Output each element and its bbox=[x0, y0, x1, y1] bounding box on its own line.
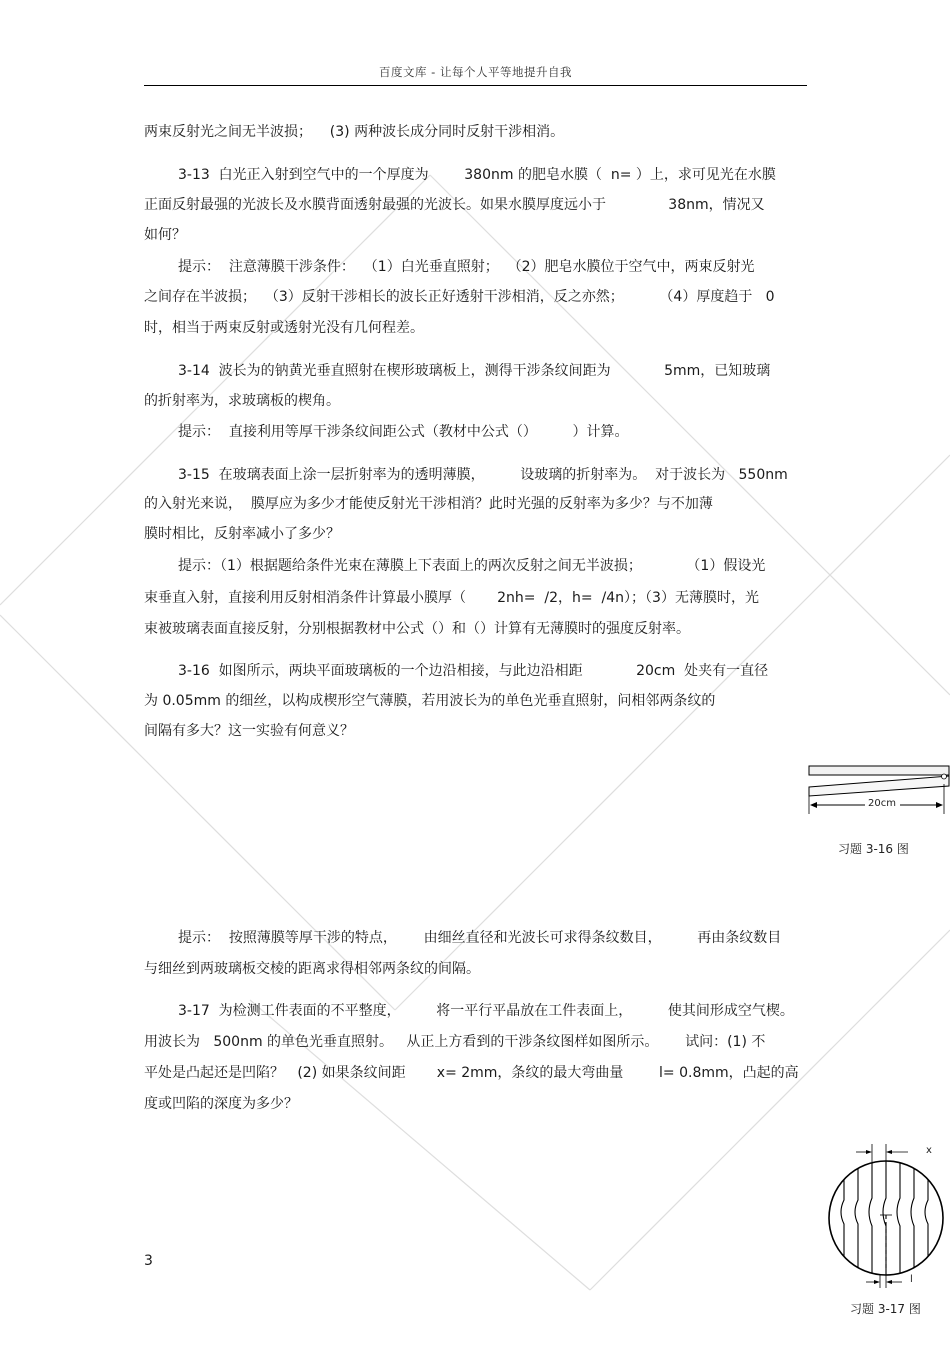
text-line: 提示： 注意薄膜干涉条件： （1）白光垂直照射； （2）肥皂水膜位于空气中，两束反射光 bbox=[178, 259, 755, 275]
figure-3-16-wedge bbox=[805, 762, 950, 818]
text-line: 3-15 在玻璃表面上涂一层折射率为的透明薄膜， 设玻璃的折射率为。 对于波长为 550nm bbox=[178, 467, 788, 483]
text-line: 度或凹陷的深度为多少？ bbox=[144, 1096, 298, 1112]
page-header: 百度文库 - 让每个人平等地提升自我 bbox=[379, 65, 572, 79]
figure-3-16-caption: 习题 3-16 图 bbox=[838, 842, 909, 856]
header-divider bbox=[144, 85, 807, 86]
text-line: 3-13 白光正入射到空气中的一个厚度为 380nm 的肥皂水膜（ n= ）上，求可见光在水膜 bbox=[178, 167, 776, 183]
text-line: 3-14 波长为的钠黄光垂直照射在楔形玻璃板上，测得干涉条纹间距为 5mm，已知玻璃 bbox=[178, 363, 771, 379]
figure-3-17-label-x: x bbox=[926, 1145, 932, 1156]
text-line: 3-17 为检测工件表面的不平整度， 将一平行平晶放在工件表面上， 使其间形成空气楔。 bbox=[178, 1003, 794, 1019]
text-line: 用波长为 500nm 的单色光垂直照射。 从正上方看到的干涉条纹图样如图所示。 试问：(1) 不 bbox=[144, 1034, 766, 1050]
figure-3-17-label-l: l bbox=[910, 1274, 913, 1285]
text-line: 与细丝到两玻璃板交棱的距离求得相邻两条纹的间隔。 bbox=[144, 961, 480, 977]
text-line: 束被玻璃表面直接反射，分别根据教材中公式（）和（）计算有无薄膜时的强度反射率。 bbox=[144, 621, 690, 637]
text-line: 膜时相比，反射率减小了多少？ bbox=[144, 526, 340, 542]
text-line: 间隔有多大？这一实验有何意义？ bbox=[144, 723, 354, 739]
page-number: 3 bbox=[144, 1253, 153, 1269]
text-line: 提示：（1）根据题给条件光束在薄膜上下表面上的两次反射之间无半波损； （1）假设光 bbox=[178, 558, 766, 574]
text-line: 如何？ bbox=[144, 227, 186, 243]
text-line: 的折射率为，求玻璃板的楔角。 bbox=[144, 393, 340, 409]
text-line: 时，相当于两束反射或透射光没有几何程差。 bbox=[144, 320, 424, 336]
text-line: 两束反射光之间无半波损； (3) 两种波长成分同时反射干涉相消。 bbox=[144, 124, 565, 140]
text-line: 提示： 按照薄膜等厚干涉的特点， 由细丝直径和光波长可求得条纹数目， 再由条纹数目 bbox=[178, 930, 782, 946]
text-line: 正面反射最强的光波长及水膜背面透射最强的光波长。如果水膜厚度远小于 38nm，情况又 bbox=[144, 197, 765, 213]
text-line: 之间存在半波损； （3）反射干涉相长的波长正好透射干涉相消，反之亦然； （4）厚度趋于 0 bbox=[144, 289, 775, 305]
text-line: 的入射光来说， 膜厚应为多少才能使反射光干涉相消？此时光强的反射率为多少？与不加薄 bbox=[144, 496, 713, 512]
text-line: 提示： 直接利用等厚干涉条纹间距公式（教材中公式（） ）计算。 bbox=[178, 424, 629, 440]
figure-3-17-fringes bbox=[826, 1140, 950, 1290]
text-line: 3-16 如图所示，两块平面玻璃板的一个边沿相接，与此边沿相距 20cm 处夹有一直径 bbox=[178, 663, 769, 679]
text-line: 束垂直入射，直接利用反射相消条件计算最小膜厚（ 2nh= /2，h= /4n）；（3）无薄膜时，光 bbox=[144, 590, 759, 606]
text-line: 平处是凸起还是凹陷？ (2) 如果条纹间距 x= 2mm，条纹的最大弯曲量 l= 0.8mm，凸起的高 bbox=[144, 1065, 799, 1081]
figure-3-17-caption: 习题 3-17 图 bbox=[850, 1302, 921, 1316]
text-line: 为 0.05mm 的细丝，以构成楔形空气薄膜，若用波长为的单色光垂直照射，问相邻两条纹的 bbox=[144, 693, 716, 709]
figure-3-16-dimension-label: 20cm bbox=[868, 798, 896, 809]
